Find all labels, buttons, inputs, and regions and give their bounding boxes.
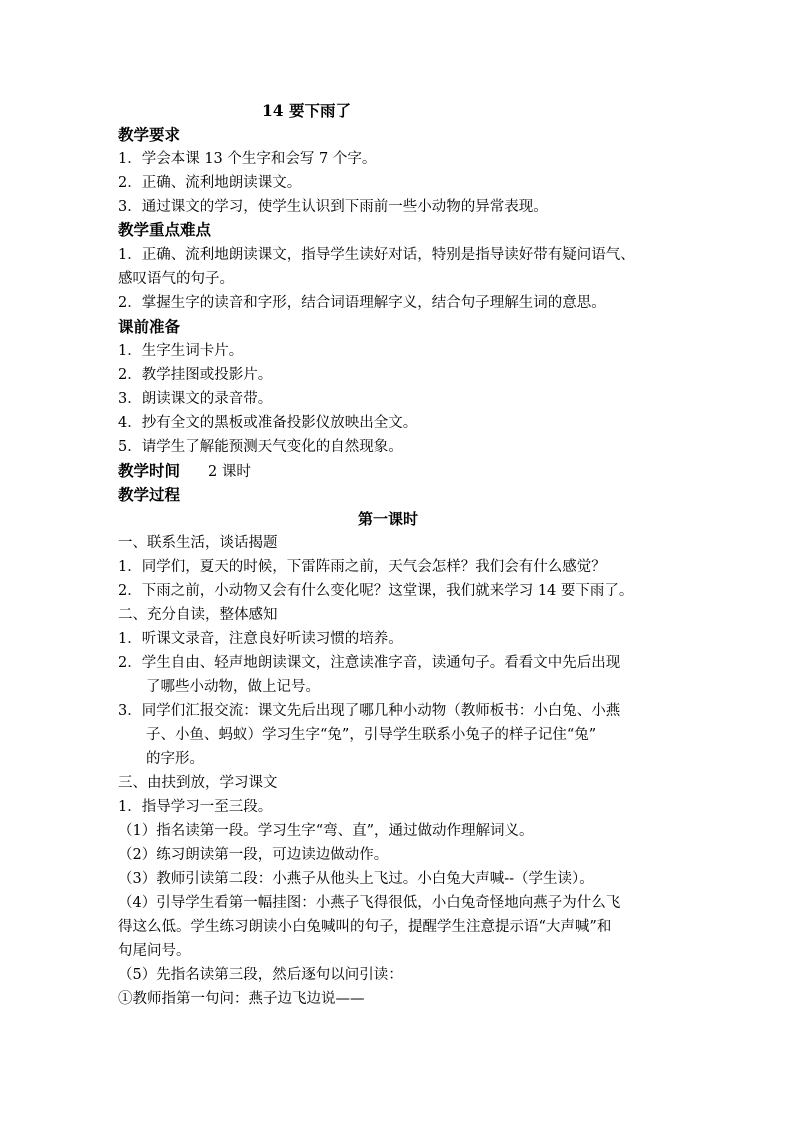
key-points-item: 2．掌握生字的读音和字形，结合词语理解字义，结合句子理解生词的意思。 [118,295,606,311]
section-heading: 一、联系生活，谈话揭题 [118,535,278,551]
process-line: （2）练习朗读第一段，可边读边做动作。 [118,847,389,863]
preparation-item: 1．生字生词卡片。 [118,343,244,359]
preparation-item: 3．朗读课文的录音带。 [118,391,273,407]
process-heading: 教学过程 [118,485,181,504]
process-line: （5）先指名读第三段，然后逐句以问引读： [118,967,403,983]
preparation-item: 2．教学挂图或投影片。 [118,367,273,383]
section-heading: 三、由扶到放，学习课文 [118,775,278,791]
requirements-item: 3．通过课文的学习，使学生认识到下雨前一些小动物的异常表现。 [118,199,548,215]
process-line: 得这么低。学生练习朗读小白兔喊叫的句子，提醒学生注意提示语“大声喊”和 [118,919,612,935]
process-line: 1．听课文录音，注意良好听读习惯的培养。 [118,631,403,647]
key-points-item: 1．正确、流利地朗读课文，指导学生读好对话，特别是指导读好带有疑问语气、 [118,247,635,263]
process-line: 1．同学们，夏天的时候，下雷阵雨之前，天气会怎样？我们会有什么感觉？ [118,559,606,575]
key-points-heading: 教学重点难点 [118,220,212,239]
requirements-item: 1．学会本课 13 个生字和会写 7 个字。 [118,151,377,167]
preparation-item: 5．请学生了解能预测天气变化的自然现象。 [118,439,403,455]
process-line: 2．下雨之前，小动物又会有什么变化呢？这堂课，我们就来学习 14 要下雨了。 [118,583,634,599]
teaching-time-heading: 教学时间 [118,461,181,480]
process-line: 子、小鱼、蚂蚁）学习生字“兔”，引导学生联系小兔子的样子记住“兔” [146,727,597,743]
key-points-item: 感叹语气的句子。 [118,271,234,287]
process-line: 2．学生自由、轻声地朗读课文，注意读准字音，读通句子。看看文中先后出现 [118,655,621,671]
section-heading: 二、充分自读，整体感知 [118,607,278,623]
page-title: 14 要下雨了 [262,101,351,120]
process-line: 句尾问号。 [118,943,191,959]
process-line: （1）指名读第一段。学习生字“弯、直”，通过做动作理解词义。 [118,823,534,839]
process-line: （3）教师引读第二段：小燕子从他头上飞过。小白兔大声喊--（学生读）。 [118,871,594,887]
teaching-time-value: 2 课时 [208,464,251,480]
process-line: 1．指导学习一至三段。 [118,799,273,815]
process-line: （4）引导学生看第一幅挂图：小燕子飞得很低，小白兔奇怪地向燕子为什么飞 [118,895,621,911]
requirements-heading: 教学要求 [118,125,181,144]
process-line: 了哪些小动物，做上记号。 [146,679,320,695]
preparation-heading: 课前准备 [118,317,181,336]
lesson-title: 第一课时 [358,510,419,528]
process-line: 的字形。 [146,751,204,767]
teaching-time-row [118,461,251,482]
requirements-item: 2．正确、流利地朗读课文。 [118,175,302,191]
process-line: 3．同学们汇报交流：课文先后出现了哪几种小动物（教师板书：小白兔、小燕 [118,703,621,719]
process-line: ①教师指第一句问：燕子边飞边说—— [118,991,365,1007]
preparation-item: 4．抄有全文的黑板或准备投影仪放映出全文。 [118,415,418,431]
